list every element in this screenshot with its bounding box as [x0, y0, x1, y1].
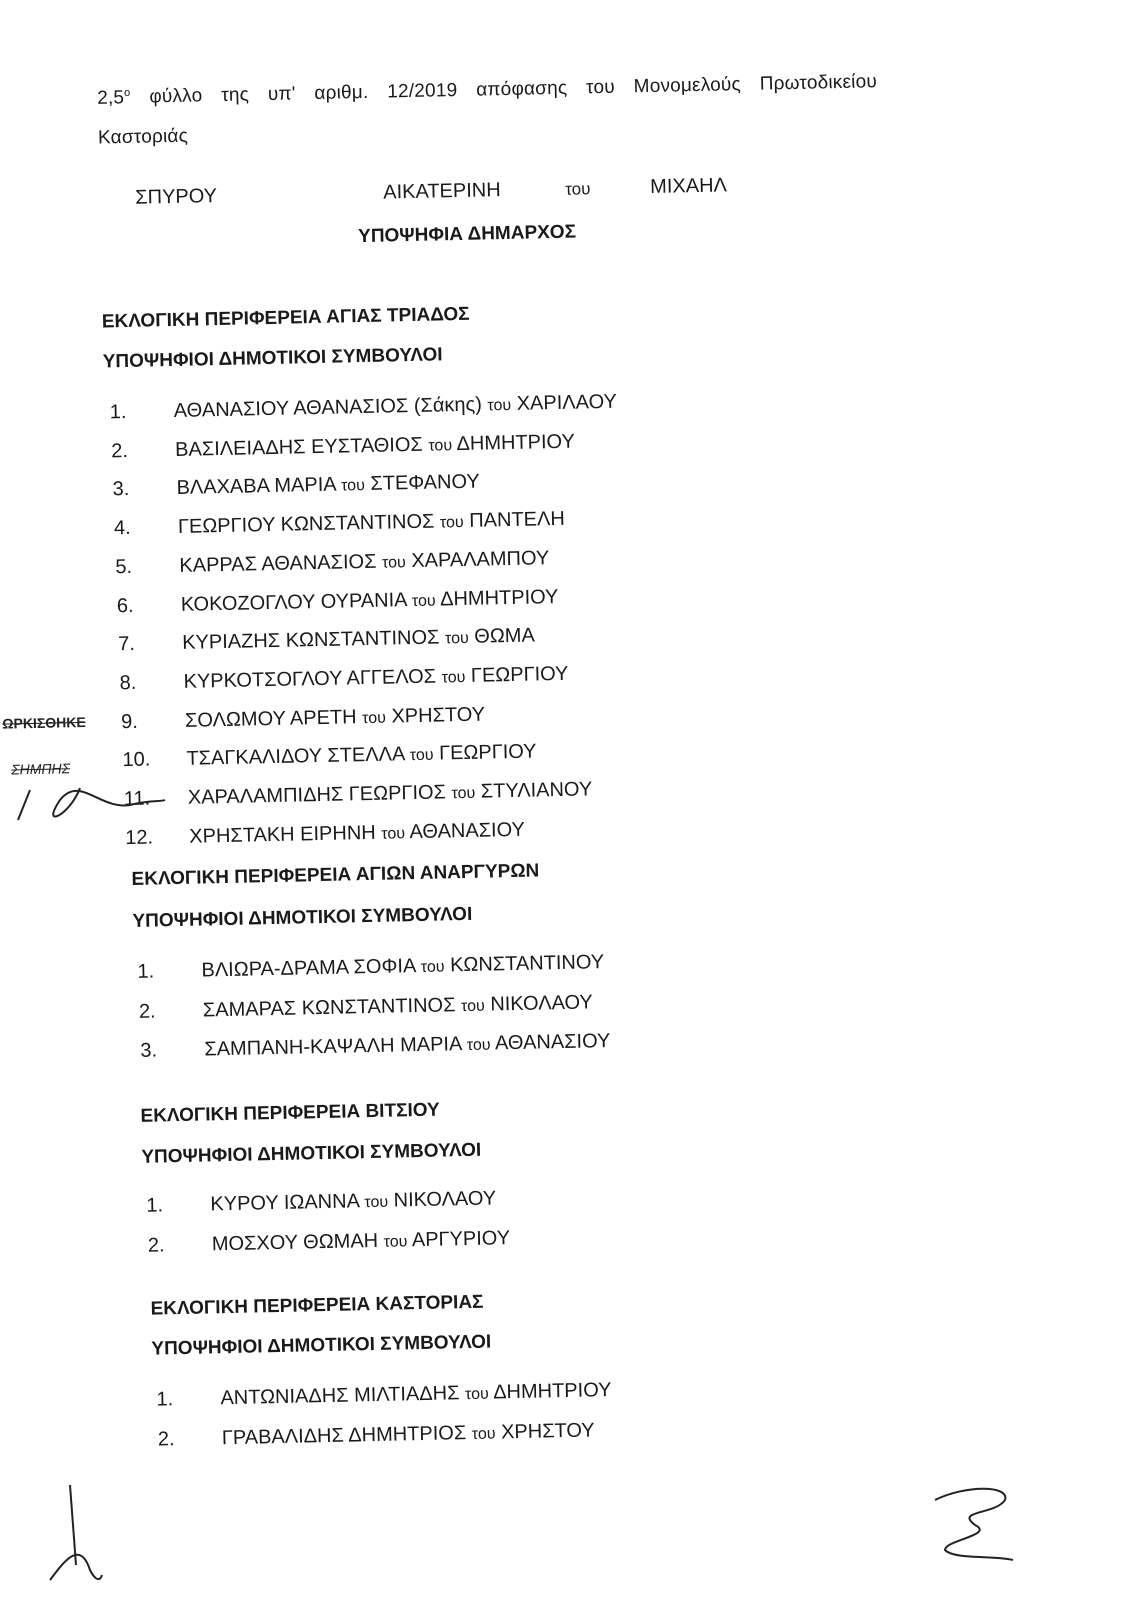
candidate-father-name: ΝΙΚΟΛΑΟΥ [393, 1187, 497, 1212]
candidate-father-name: ΑΡΓΥΡΙΟΥ [411, 1227, 511, 1252]
candidate-tou: του [464, 1385, 489, 1404]
candidate-number: 12. [125, 826, 154, 849]
candidate-father-name: ΠΑΝΤΕΛΗ [468, 507, 566, 532]
header-word: απόφασης [475, 77, 568, 101]
candidate-father-name: ΑΘΑΝΑΣΙΟΥ [494, 1030, 611, 1055]
header-line-2: Καστοριάς [97, 125, 189, 149]
margin-note-line-1: ΩΡΚΙΣΘΗΚΕ [2, 713, 86, 732]
candidate-father-name: ΔΗΜΗΤΡΙΟΥ [492, 1379, 612, 1404]
candidate-father-name: ΧΑΡΑΛΑΜΠΟΥ [411, 546, 550, 572]
candidate-number: 2. [138, 1000, 156, 1023]
margin-handwritten-note [2, 713, 86, 778]
candidate-full-name [222, 1419, 595, 1450]
section-subtitle: ΥΠΟΨΗΦΙΟΙ ΔΗΜΟΤΙΚΟΙ ΣΥΜΒΟΥΛΟΙ [151, 1331, 492, 1360]
candidate-name: ΑΝΤΩΝΙΑΔΗΣ ΜΙΛΤΙΑΔΗΣ [220, 1382, 460, 1410]
mayor-first-name: ΑΙΚΑΤΕΡΙΝΗ [383, 179, 501, 204]
header-word: φύλλο [149, 85, 203, 108]
candidate-number: 2. [147, 1234, 165, 1257]
candidate-name: ΚΥΡΚΟΤΣΟΓΛΟΥ ΑΓΓΕΛΟΣ [183, 665, 437, 693]
candidate-father-name: ΔΗΜΗΤΡΙΟΥ [439, 585, 559, 610]
candidate-tou: του [381, 824, 406, 843]
candidate-number: 1. [146, 1194, 164, 1217]
candidate-name: ΓΕΩΡΓΙΟΥ ΚΩΝΣΤΑΝΤΙΝΟΣ [177, 510, 435, 539]
candidate-full-name [174, 391, 618, 423]
candidate-full-name [186, 741, 537, 771]
candidate-tou: του [364, 1193, 389, 1212]
candidate-full-name [183, 663, 568, 694]
candidate-number: 1. [109, 400, 127, 424]
candidate-full-name [212, 1227, 511, 1256]
header-word: Πρωτοδικείου [759, 71, 878, 95]
candidate-father-name: ΔΗΜΗΤΡΙΟΥ [456, 430, 576, 455]
mayor-tou: του [565, 179, 591, 199]
candidate-full-name [178, 508, 565, 539]
candidate-name: ΚΥΡΙΑΖΗΣ ΚΩΝΣΤΑΝΤΙΝΟΣ [181, 626, 440, 655]
section-title: ΕΚΛΟΓΙΚΗ ΠΕΡΙΦΕΡΕΙΑ ΑΓΙΩΝ ΑΝΑΡΓΥΡΩΝ [131, 860, 540, 890]
mayor-candidate-name [135, 174, 755, 209]
candidate-number: 1. [156, 1388, 174, 1411]
section-title: ΕΚΛΟΓΙΚΗ ΠΕΡΙΦΕΡΕΙΑ ΚΑΣΤΟΡΙΑΣ [150, 1291, 484, 1320]
header-word: Μονομελούς [633, 74, 742, 98]
candidate-tou: του [460, 997, 485, 1015]
candidate-number: 2. [157, 1428, 175, 1451]
mayor-father-name: ΜΙΧΑΗΛ [649, 174, 728, 198]
candidate-father-name: ΓΕΩΡΓΙΟΥ [438, 740, 537, 765]
candidate-tou: του [383, 1233, 408, 1251]
section-subtitle: ΥΠΟΨΗΦΙΟΙ ΔΗΜΟΤΙΚΟΙ ΣΥΜΒΟΥΛΟΙ [102, 344, 443, 373]
margin-signature-mark [10, 760, 170, 830]
candidate-number: 5. [115, 555, 133, 579]
candidate-tou: του [487, 396, 512, 415]
candidate-number: 1. [137, 960, 155, 983]
header-decision-number: 12/2019 [387, 79, 458, 103]
candidate-full-name [220, 1379, 611, 1410]
candidate-tou: του [471, 1425, 496, 1443]
mayor-title: ΥΠΟΨΗΦΙΑ ΔΗΜΑΡΧΟΣ [357, 221, 577, 248]
candidate-name: ΒΑΣΙΛΕΙΑΔΗΣ ΕΥΣΤΑΘΙΟΣ [174, 433, 424, 461]
candidate-name: ΑΘΑΝΑΣΙΟΥ ΑΘΑΝΑΣΙΟΣ (Σάκης) [173, 393, 483, 423]
candidate-name: ΣΑΜΑΡΑΣ ΚΩΝΣΤΑΝΤΙΝΟΣ [202, 993, 456, 1022]
candidate-father-name: ΘΩΜΑ [474, 624, 536, 648]
candidate-tou: του [441, 668, 466, 687]
candidate-name: ΤΣΑΓΚΑΛΙΔΟΥ ΣΤΕΛΛΑ [186, 743, 405, 771]
candidate-father-name: ΧΡΗΣΤΟΥ [500, 1419, 595, 1444]
candidate-full-name [179, 547, 549, 578]
document-header [97, 71, 878, 150]
candidate-name: ΧΡΗΣΤΑΚΗ ΕΙΡΗΝΗ [189, 821, 376, 848]
candidate-father-name: ΧΑΡΙΛΑΟΥ [516, 390, 618, 415]
margin-note-line-2: ΣΗΜΠΗΣ [11, 760, 71, 778]
section-title: ΕΚΛΟΓΙΚΗ ΠΕΡΙΦΕΡΕΙΑ ΑΓΙΑΣ ΤΡΙΑΔΟΣ [101, 303, 470, 333]
candidate-full-name [182, 625, 535, 655]
header-sheet-number: $2,5^o$ [96, 86, 131, 109]
candidate-tou: του [340, 477, 366, 495]
candidate-full-name [185, 703, 485, 732]
candidate-name: ΧΑΡΑΛΑΜΠΙΔΗΣ ΓΕΩΡΓΙΟΣ [187, 781, 447, 809]
candidate-name: ΚΟΚΟΖΟΓΛΟΥ ΟΥΡΑΝΙΑ [180, 588, 407, 616]
header-word: της [220, 84, 250, 106]
bottom-left-initials-mark [40, 1480, 130, 1590]
header-word: του [585, 76, 616, 99]
candidate-father-name: ΑΘΑΝΑΣΙΟΥ [409, 818, 526, 843]
candidate-tou: του [439, 514, 464, 532]
header-word: αριθμ. [314, 81, 369, 104]
candidate-name: ΚΑΡΡΑΣ ΑΘΑΝΑΣΙΟΣ [179, 550, 377, 577]
candidate-number: 4. [113, 517, 131, 540]
candidate-name: ΓΡΑΒΑΛΙΔΗΣ ΔΗΜΗΤΡΙΟΣ [221, 1422, 467, 1450]
candidate-number: 7. [118, 633, 136, 656]
header-word: υπ' [267, 83, 296, 105]
candidate-full-name [203, 991, 593, 1022]
candidate-father-name: ΣΤΕΦΑΝΟΥ [370, 471, 480, 496]
candidate-full-name [210, 1187, 496, 1216]
candidate-tou: του [381, 553, 406, 572]
candidate-name: ΚΥΡΟΥ ΙΩΑΝΝΑ [210, 1190, 360, 1216]
candidate-number: 11. [123, 787, 151, 811]
candidate-full-name [188, 778, 593, 809]
candidate-tou: του [466, 1036, 491, 1055]
candidate-full-name [204, 1030, 611, 1061]
candidate-tou: του [451, 784, 476, 803]
section-subtitle: ΥΠΟΨΗΦΙΟΙ ΔΗΜΟΤΙΚΟΙ ΣΥΜΒΟΥΛΟΙ [141, 1139, 482, 1168]
candidate-number: 6. [116, 594, 134, 617]
mayor-surname: ΣΠΥΡΟΥ [135, 185, 218, 209]
candidate-tou: του [411, 592, 436, 610]
candidate-number: 3. [140, 1039, 158, 1062]
candidate-name: ΒΛΙΩΡΑ-ΔΡΑΜΑ ΣΟΦΙΑ [201, 955, 416, 982]
candidate-number: 3. [112, 478, 130, 501]
candidate-name: ΣΑΜΠΑΝΗ-ΚΑΨΑΛΗ ΜΑΡΙΑ [204, 1033, 462, 1061]
candidate-name: ΣΟΛΩΜΟΥ ΑΡΕΤΗ [184, 705, 357, 732]
candidate-tou: του [420, 958, 445, 976]
candidate-tou: του [409, 746, 434, 765]
candidate-name: ΒΛΑΧΑΒΑ ΜΑΡΙΑ [176, 474, 336, 500]
bottom-right-signature-mark [925, 1480, 1025, 1570]
section-subtitle: ΥΠΟΨΗΦΙΟΙ ΔΗΜΟΤΙΚΟΙ ΣΥΜΒΟΥΛΟΙ [132, 903, 473, 932]
candidate-number: 10. [122, 748, 151, 772]
candidate-father-name: ΝΙΚΟΛΑΟΥ [490, 990, 593, 1016]
candidate-number: 2. [110, 439, 129, 463]
candidate-name: ΜΟΣΧΟΥ ΘΩΜΑΗ [211, 1229, 379, 1256]
candidate-number: 9. [120, 710, 138, 733]
candidate-tou: του [361, 709, 387, 727]
candidate-full-name [176, 471, 480, 500]
candidate-full-name [201, 951, 604, 982]
candidate-father-name: ΚΩΝΣΤΑΝΤΙΝΟΥ [449, 951, 605, 977]
candidate-father-name: ΧΡΗΣΤΟΥ [391, 703, 486, 728]
candidate-full-name [189, 818, 525, 848]
candidate-tou: του [444, 630, 469, 648]
candidate-father-name: ΓΕΩΡΓΙΟΥ [470, 662, 569, 687]
candidate-father-name: ΣΤΥΛΙΑΝΟΥ [480, 778, 593, 803]
candidate-tou: του [428, 436, 453, 455]
section-title: ΕΚΛΟΓΙΚΗ ΠΕΡΙΦΕΡΕΙΑ ΒΙΤΣΙΟΥ [140, 1099, 440, 1127]
header-line-1 [97, 71, 877, 110]
candidate-number: 8. [119, 671, 137, 695]
candidate-full-name [175, 430, 575, 461]
candidate-full-name [181, 585, 559, 616]
